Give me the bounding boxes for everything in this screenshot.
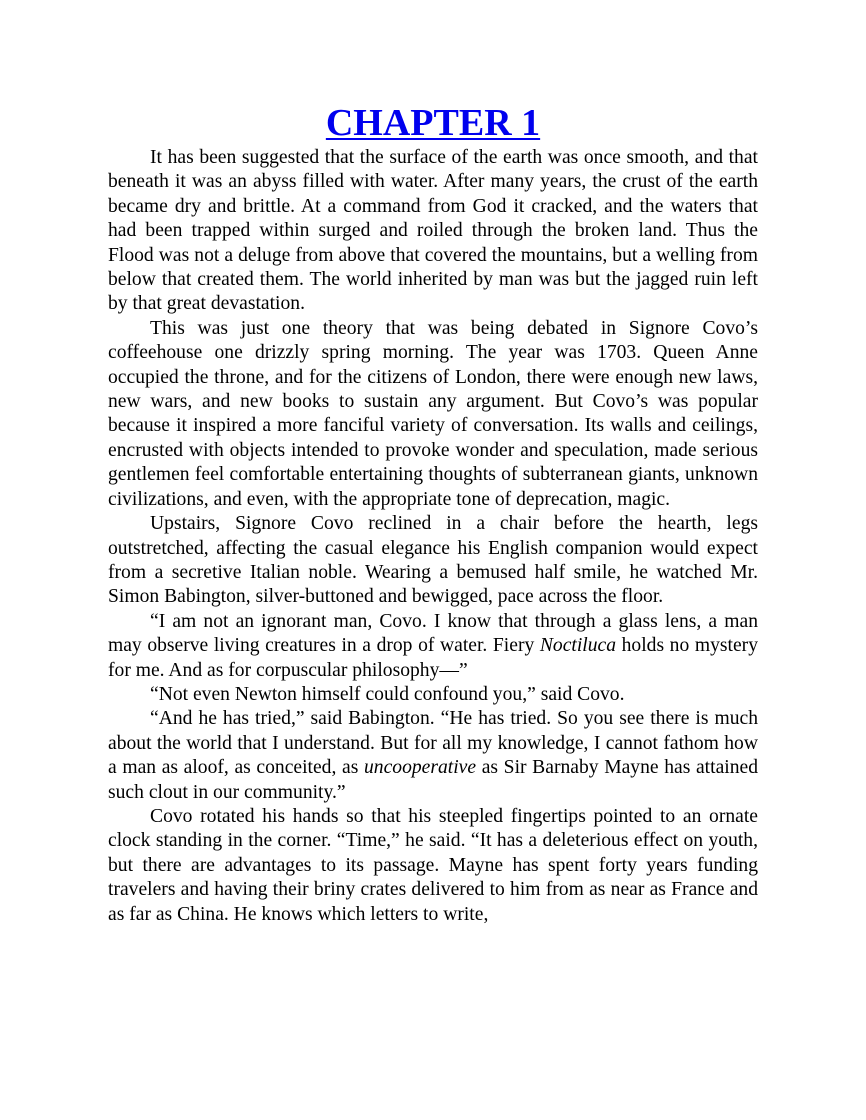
italic-text: Noctiluca [539,635,617,657]
paragraph-text: Upstairs, Signore Covo reclined in a chair before the hearth, legs outstretched, affecting the casual elegance his English companion would expect from a secretive Italian noble. Wearing a bemused half smile, he watched Mr. Simon Babington, silver-buttoned and bewigged, pace across the floor. [108,513,758,608]
paragraph-text: This was just one theory that was being debated in Signore Covo’s coffeehouse one drizzly spring morning. The year was 1703. Queen Anne occupied the throne, and for the citizens of London, there were enough new laws, new wars, and new books to sustain any argument. But Covo’s was popular because it inspired a more fanciful variety of conversation. Its walls and ceilings, encrusted with objects intended to provoke wonder and speculation, made serious gentlemen feel comfortable entertaining thoughts of subterranean giants, unknown civilizations, and even, with the appropriate tone of deprecation, magic. [108,317,758,510]
paragraph-text: as Sir Barnaby Mayne has attained such clout in our community.” [108,757,759,803]
paragraph [108,683,758,707]
paragraph [108,610,758,683]
paragraph-text: “And he has tried,” said Babington. “He has tried. So you see there is much about the world that I understand. But for all my knowledge, I cannot fathom how a man as aloof, as conceited, as [108,708,758,779]
paragraph [108,146,758,317]
paragraph [108,317,758,512]
paragraph [108,512,758,610]
chapter-title-link[interactable]: CHAPTER 1 [325,102,541,144]
paragraph-text: It has been suggested that the surface of the earth was once smooth, and that beneath it was an abyss filled with water. After many years, the crust of the earth became dry and brittle. At a command from God it cracked, and the waters that had been trapped within surged and roiled through the broken land. Thus the Flood was not a deluge from above that covered the mountains, but a welling from below that created them. The world inherited by man was but the jagged ruin left by that great devastation. [108,147,758,315]
paragraph-text: “I am not an ignorant man, Covo. I know that through a glass lens, a man may observe living creatures in a drop of water. Fiery [108,610,758,657]
paragraph [108,707,758,805]
italic-text: uncooperative [363,757,477,779]
chapter-heading [108,100,758,146]
paragraph-text: “Not even Newton himself could confound you,” said Covo. [150,683,625,705]
paragraph-text: Covo rotated his hands so that his steepled fingertips pointed to an ornate clock standing in the corner. “Time,” he said. “It has a deleterious effect on youth, but there are advantages to its passage. Mayne has spent forty years funding travelers and having their briny crates delivered to him from as near as France and as far as China. He knows which letters to write, [108,805,758,925]
book-page [108,100,758,927]
paragraph-text: holds no mystery for me. And as for corpuscular philosophy—” [108,635,758,681]
body-text [108,146,758,927]
paragraph [108,805,758,927]
